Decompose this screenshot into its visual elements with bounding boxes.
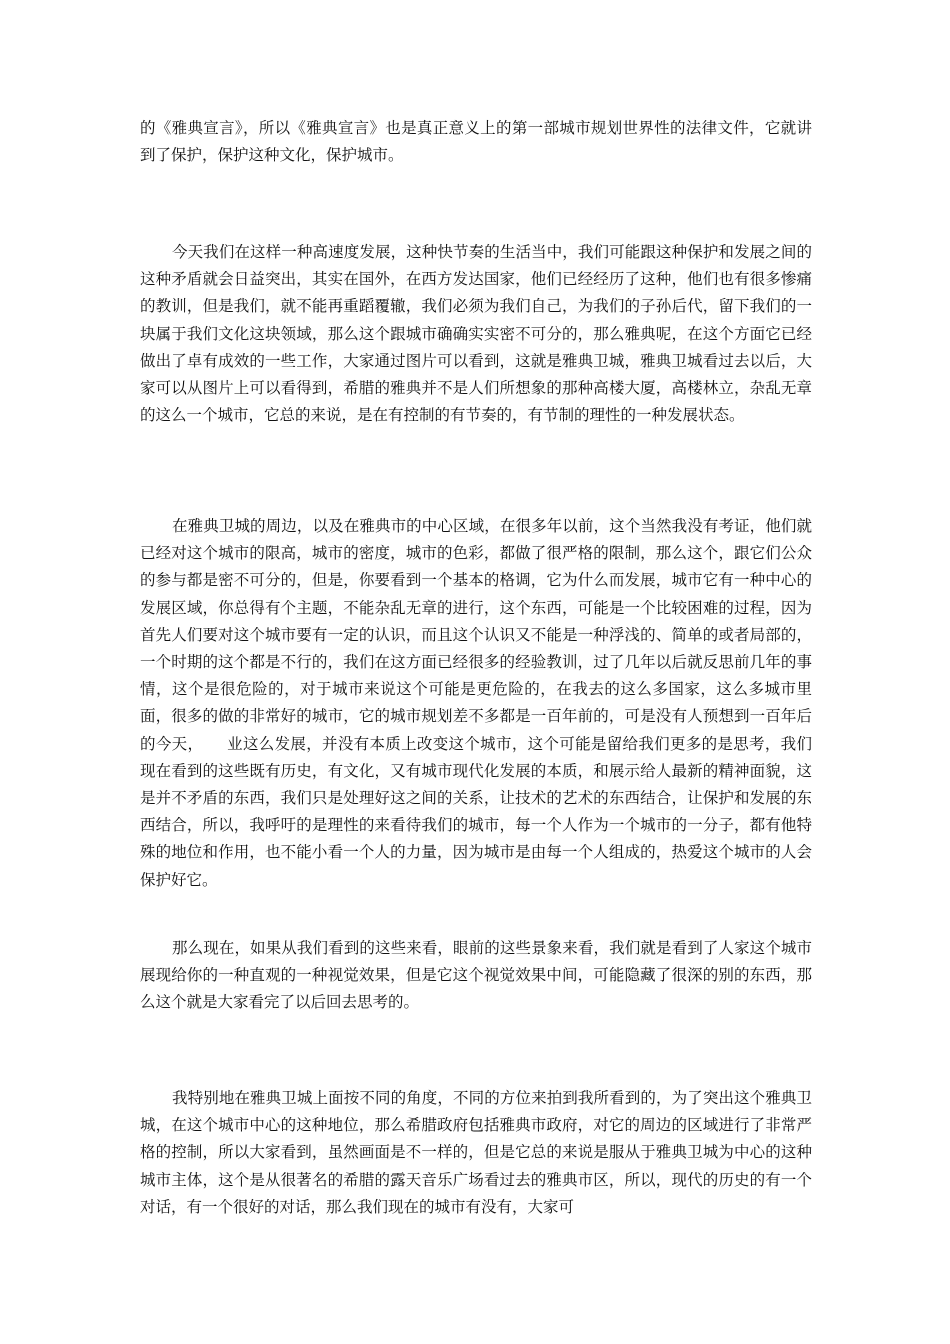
paragraph-acropolis-photos: 我特别地在雅典卫城上面按不同的角度，不同的方位来拍到我所看到的，为了突出这个雅典卫城，在这个城市中心的这种地位，那么希腊政府包括雅典市政府，对它的周边的区域进行了非常严格的控制，所以大家看到，虽然画面是不一样的，但是它总的来说是服从于雅典卫城为中心的这种城市主体，这个是从很著名的希腊的露天音乐广场看过去的雅典市区，所以，现代的历史的有一个对话，有一个很好的对话，那么我们现在的城市有没有，大家可	[140, 1089, 812, 1216]
paragraph-visual-effect: 那么现在，如果从我们看到的这些来看，眼前的这些景象来看，我们就是看到了人家这个城市展现给你的一种直观的一种视觉效果，但是它这个视觉效果中间，可能隐藏了很深的别的东西，那么这个就是大家看完了以后回去思考的。	[140, 939, 812, 1012]
paragraph-acropolis-surroundings: 在雅典卫城的周边，以及在雅典市的中心区域，在很多年以前，这个当然我没有考证，他们就已经对这个城市的限高，城市的密度，城市的色彩，都做了很严格的限制，那么这个，跟它们公众的参与都是密不可分的，但是，你要看到一个基本的格调，它为什么而发展，城市它有一种中心的发展区域，你总得有个主题，不能杂乱无章的进行，这个东西，可能是一个比较困难的过程，因为首先人们要对这个城市要有一定的认识，而且这个认识又不能是一种浮浅的、简单的或者局部的，一个时期的这个都是不行的，我们在这方面已经很多的经验教训，过了几年以后就反思前几年的事情，这个是很危险的，对于城市来说这个可能是更危险的，在我去的这么多国家，这么多城市里面，很多的做的非常好的城市，它的城市规划差不多都是一百年前的，可是没有人预想到一百年后的今天， 业这么发展，并没有本质上改变这个城市，这个可能是留给我们更多的是思考，我们现在看到的这些既有历史，有文化，又有城市现代化发展的本质，和展示给人最新的精神面貌，这是并不矛盾的东西，我们只是处理好这之间的关系，让技术的艺术的东西结合，让保护和发展的东西结合，所以，我呼吁的是理性的来看待我们的城市，每一个人作为一个城市的一分子，都有他特殊的地位和作用，也不能小看一个人的力量，因为城市是由每一个人组成的，热爱这个城市的人会保护好它。	[140, 517, 812, 889]
paragraph-athens-declaration: 的《雅典宣言》，所以《雅典宣言》也是真正意义上的第一部城市规划世界性的法律文件，它就讲到了保护，保护这种文化，保护城市。	[140, 119, 812, 165]
paragraph-rapid-development: 今天我们在这样一种高速度发展，这种快节奏的生活当中，我们可能跟这种保护和发展之间的这种矛盾就会日益突出，其实在国外，在西方发达国家，他们已经经历了这种，他们也有很多惨痛的教训，但是我们，就不能再重蹈覆辙，我们必须为我们自己，为我们的子孙后代，留下我们的一块属于我们文化这块领域，那么这个跟城市确确实实密不可分的，那么雅典呢，在这个方面它已经做出了卓有成效的一些工作，大家通过图片可以看到，这就是雅典卫城，雅典卫城看过去以后，大家可以从图片上可以看得到，希腊的雅典并不是人们所想象的那种高楼大厦，高楼林立，杂乱无章的这么一个城市，它总的来说，是在有控制的有节奏的，有节制的理性的一种发展状态。	[140, 243, 812, 425]
